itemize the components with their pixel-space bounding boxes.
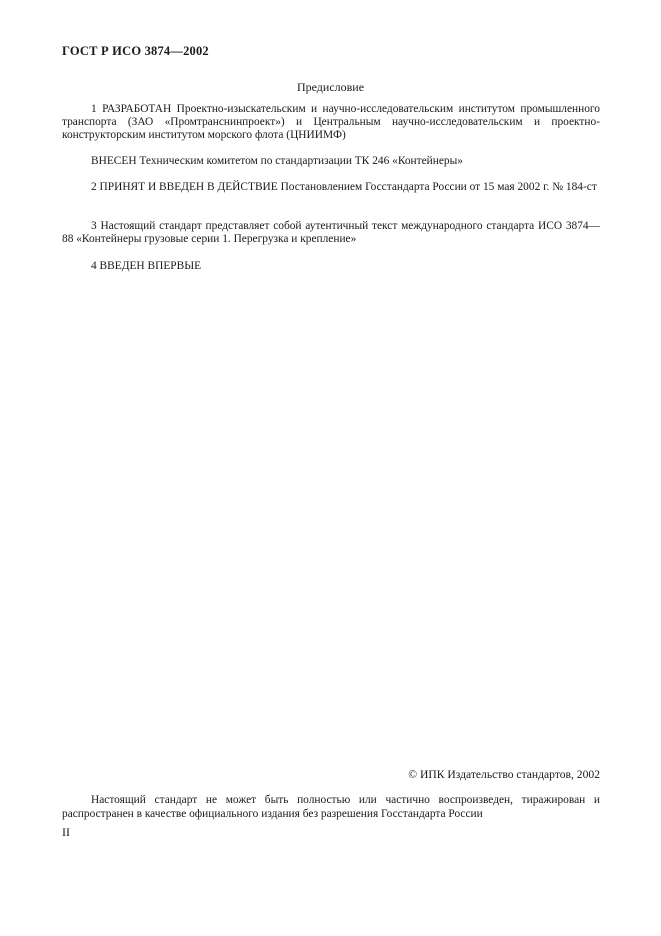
preface-paragraph-adopted: 2 ПРИНЯТ И ВВЕДЕН В ДЕЙСТВИЕ Постановлением Госстандарта России от 15 мая 2002 г. № 184-ст [91, 181, 597, 193]
copyright-line: © ИПК Издательство стандартов, 2002 [408, 768, 600, 781]
preface-paragraph-introduced-first: 4 ВВЕДЕН ВПЕРВЫЕ [91, 260, 202, 272]
preface-title: Предисловие [296, 80, 365, 94]
preface-paragraph-submitted-by: ВНЕСЕН Техническим комитетом по стандартизации ТК 246 «Контейнеры» [91, 155, 463, 167]
document-designation: ГОСТ Р ИСО 3874—2002 [62, 44, 209, 58]
page-number: II [62, 825, 70, 839]
reproduction-notice: Настоящий стандарт не может быть полностью или частично воспроизведен, тиражирован и распространен в качестве официального издания без разрешения Госстандарта России [62, 794, 600, 820]
preface-paragraph-developed-by: 1 РАЗРАБОТАН Проектно-изыскательским и научно-исследовательским институтом промышленного транспорта (ЗАО «Промтранснинпроект») и Центральным научно-исследовательским и проектно-конструкторским институтом морского флота (ЦНИИМФ) [62, 103, 600, 142]
preface-paragraph-authentic-text: 3 Настоящий стандарт представляет собой аутентичный текст международного стандарта ИСО 3874—88 «Контейнеры грузовые серии 1. Перегрузка и крепление» [62, 220, 600, 246]
